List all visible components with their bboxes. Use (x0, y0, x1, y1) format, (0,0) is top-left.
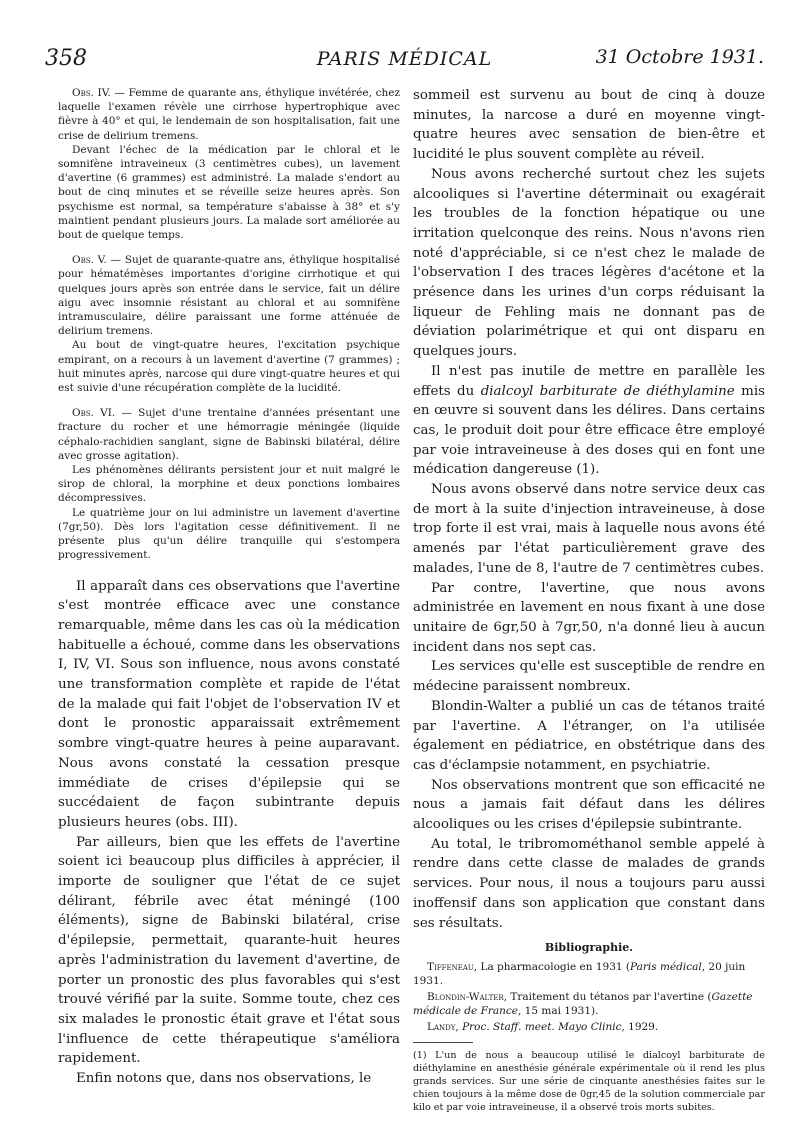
right-paragraph-7: Blondin-Walter a publié un cas de tétanos traité par l'avertine. A l'étranger, on l'a utilisée également en pédiatrice, en obstétrique dans des cas d'éclampsie notamment, en psychiatrie. (413, 698, 765, 773)
obs4-paragraph-2: Devant l'échec de la médication par le chloral et le somnifène intraveineux (3 centimètres cubes), un lavement d'avertine (6 grammes) est administré. La malade s'endort au bout de cinq minutes et se réveille seize heures après. Son psychisme est normal, sa température s'abaisse à 38° et s'y maintient pendant plusieurs jours. La malade sort améliorée au bout de quelque temps. (58, 143, 400, 242)
bibliography-entry: Blondin-Walter, Traitement du tétanos par l'avertine (Gazette médicale de France, 15 mai 1931). (413, 991, 753, 1018)
discussion-paragraph-2: Par ailleurs, bien que les effets de l'avertine soient ici beaucoup plus difficiles à apprécier, il importe de souligner que l'état de ce sujet délirant, fébrile avec état méningé (100 éléments), signe de Babinski bilatéral, crise d'épilepsie, permettait, quarante-huit heures après l'administration du lavement d'avertine, de porter un pronostic des plus favorables qui s'est trouvé vérifié par la suite. Somme toute, chez ces six malades le pronostic était grave et l'état sous l'influence de cette thérapeutique s'améliora rapidement. (58, 834, 400, 1067)
right-paragraph-1: sommeil est survenu au bout de cinq à douze minutes, la narcose a duré en moyenne vingt-quatre heures avec sensation de bien-être et lucidité le plus souvent complète au réveil. (413, 88, 765, 163)
journal-title: PARIS MÉDICAL (316, 48, 493, 70)
obs6-paragraph-3: Le quatrième jour on lui administre un lavement d'avertine (7gr,50). Dès lors l'agitation cesse définitivement. Il ne présente plus qu'un délire tranquille qui s'estompera progressivement. (58, 506, 400, 562)
right-paragraph-5: Par contre, l'avertine, que nous avons administrée en lavement en nous fixant à une dose unitaire de 6gr,50 à 7gr,50, n'a donné lieu à aucun incident dans nos sept cas. (413, 580, 765, 655)
left-column (58, 86, 400, 1089)
page-header (45, 46, 764, 74)
bibliography-entry: Landy, Proc. Staff. meet. Mayo Clinic, 1929. (427, 1021, 659, 1034)
obs6-label: Obs. VI. (72, 407, 116, 420)
obs6-paragraph: Obs. VI. — Sujet d'une trentaine d'années présentant une fracture du rocher et une hémorragie méningée (liquide céphalo-rachidien sanglant, signe de Babinski bilatéral, délire avec grosse agitation). (58, 407, 400, 462)
right-paragraph-3: Il n'est pas inutile de mettre en parallèle les effets du dialcoyl barbiturate de diéthylamine mis en œuvre si souvent dans les délires. Dans certains cas, le produit doit pour être efficace être employé par voie intraveineuse à des doses qui en font une médication dangereuse (1). (413, 363, 766, 478)
obs4-label: Obs. IV. (72, 87, 111, 99)
right-paragraph-9: Au total, le tribromométhanol semble appelé à rendre dans cette classe de malades de grands services. Pour nous, il nous a toujours paru aussi inoffensif dans son application que constant dans ses résultats. (413, 836, 765, 931)
obs5-paragraph-2: Au bout de vingt-quatre heures, l'excitation psychique empirant, on a recours à un lavement d'avertine (7 grammes) ; huit minutes après, narcose qui dure vingt-quatre heures et qui est suivie d'une récupération complète de la lucidité. (58, 339, 400, 395)
obs6-paragraph-2: Les phénomènes délirants persistent jour et nuit malgré le sirop de chloral, la morphine et deux ponctions lombaires décompressives. (58, 464, 400, 505)
bibliography-entry: Tiffeneau, La pharmacologie en 1931 (Paris médical, 20 juin 1931. (413, 961, 746, 988)
page-number: 358 (45, 46, 87, 71)
drug-name: dialcoyl barbiturate de diéthylamine (480, 383, 735, 399)
right-paragraph-4: Nous avons observé dans notre service deux cas de mort à la suite d'injection intraveineuse, à dose trop forte il est vrai, mais à laquelle nous avons été amenés par l'état particulièrement grave des malades, l'une de 8, l'autre de 7 centimètres cubes. (413, 482, 765, 576)
footnote-divider (413, 1042, 473, 1043)
right-column (413, 86, 765, 1114)
issue-date: 31 Octobre 1931. (595, 46, 764, 68)
bibliography-heading: Bibliographie. (544, 941, 634, 955)
discussion-paragraph-1: Il apparaît dans ces observations que l'avertine s'est montrée efficace avec une constance remarquable, même dans les cas où la médication habituelle a échoué, comme dans les observations I, IV, VI. Sous son influence, nous avons constaté une transformation complète et rapide de l'état de la malade qui fait l'objet de l'observation IV et dont le pronostic apparaissait extrêmement sombre vingt-quatre heures à peine auparavant. Nous avons constaté la cessation presque immédiate de crises d'épilepsie qui se succédaient de façon subintrante depuis plusieurs heures (obs. III). (58, 578, 400, 830)
obs4-paragraph: Obs. IV. — Femme de quarante ans, éthylique invétérée, chez laquelle l'examen révèle une cirrhose hypertrophique avec fièvre à 40° et qui, le lendemain de son hospitalisation, fait une crise de delirium tremens. (58, 87, 400, 142)
footnote: (1) L'un de nous a beaucoup utilisé le dialcoyl barbiturate de diéthylamine en anesthésie générale expérimentale où il rend les plus grands services. Sur une série de cinquante anesthésies faites sur le chien toujours à la même dose de 0gr,45 de la solution commerciale par kilo et par voie intraveineuse, il a observé trois morts subites. (413, 1050, 765, 1114)
right-paragraph-2: Nous avons recherché surtout chez les sujets alcooliques si l'avertine déterminait ou exagérait les troubles de la fonction hépatique ou une irritation quelconque des reins. Nous n'avons rien noté d'appréciable, si ce n'est chez le malade de l'observation I des traces légères d'acétone et la présence dans les urines d'un corps réduisant la liqueur de Fehling mais ne donnant pas de déviation polarimétrique et qui ont disparu en quelques jours. (413, 166, 765, 360)
right-paragraph-6: Les services qu'elle est susceptible de rendre en médecine paraissent nombreux. (413, 659, 765, 695)
obs5-label: Obs. V. (72, 254, 107, 267)
obs5-paragraph: Obs. V. — Sujet de quarante-quatre ans, éthylique hospitalisé pour hématémèses importantes d'origine cirrhotique et qui quelques jours après son entrée dans le service, fait un délire aigu avec insomnie résistant au chloral et au somnifène intramusculaire, délire paraissant une forme atténuée de delirium tremens. (58, 254, 400, 338)
discussion-paragraph-3: Enfin notons que, dans nos observations, le (76, 1071, 372, 1087)
right-paragraph-8: Nos observations montrent que son efficacité ne nous a jamais fait défaut dans les délires alcooliques ou les crises d'épilepsie subintrante. (413, 777, 765, 833)
